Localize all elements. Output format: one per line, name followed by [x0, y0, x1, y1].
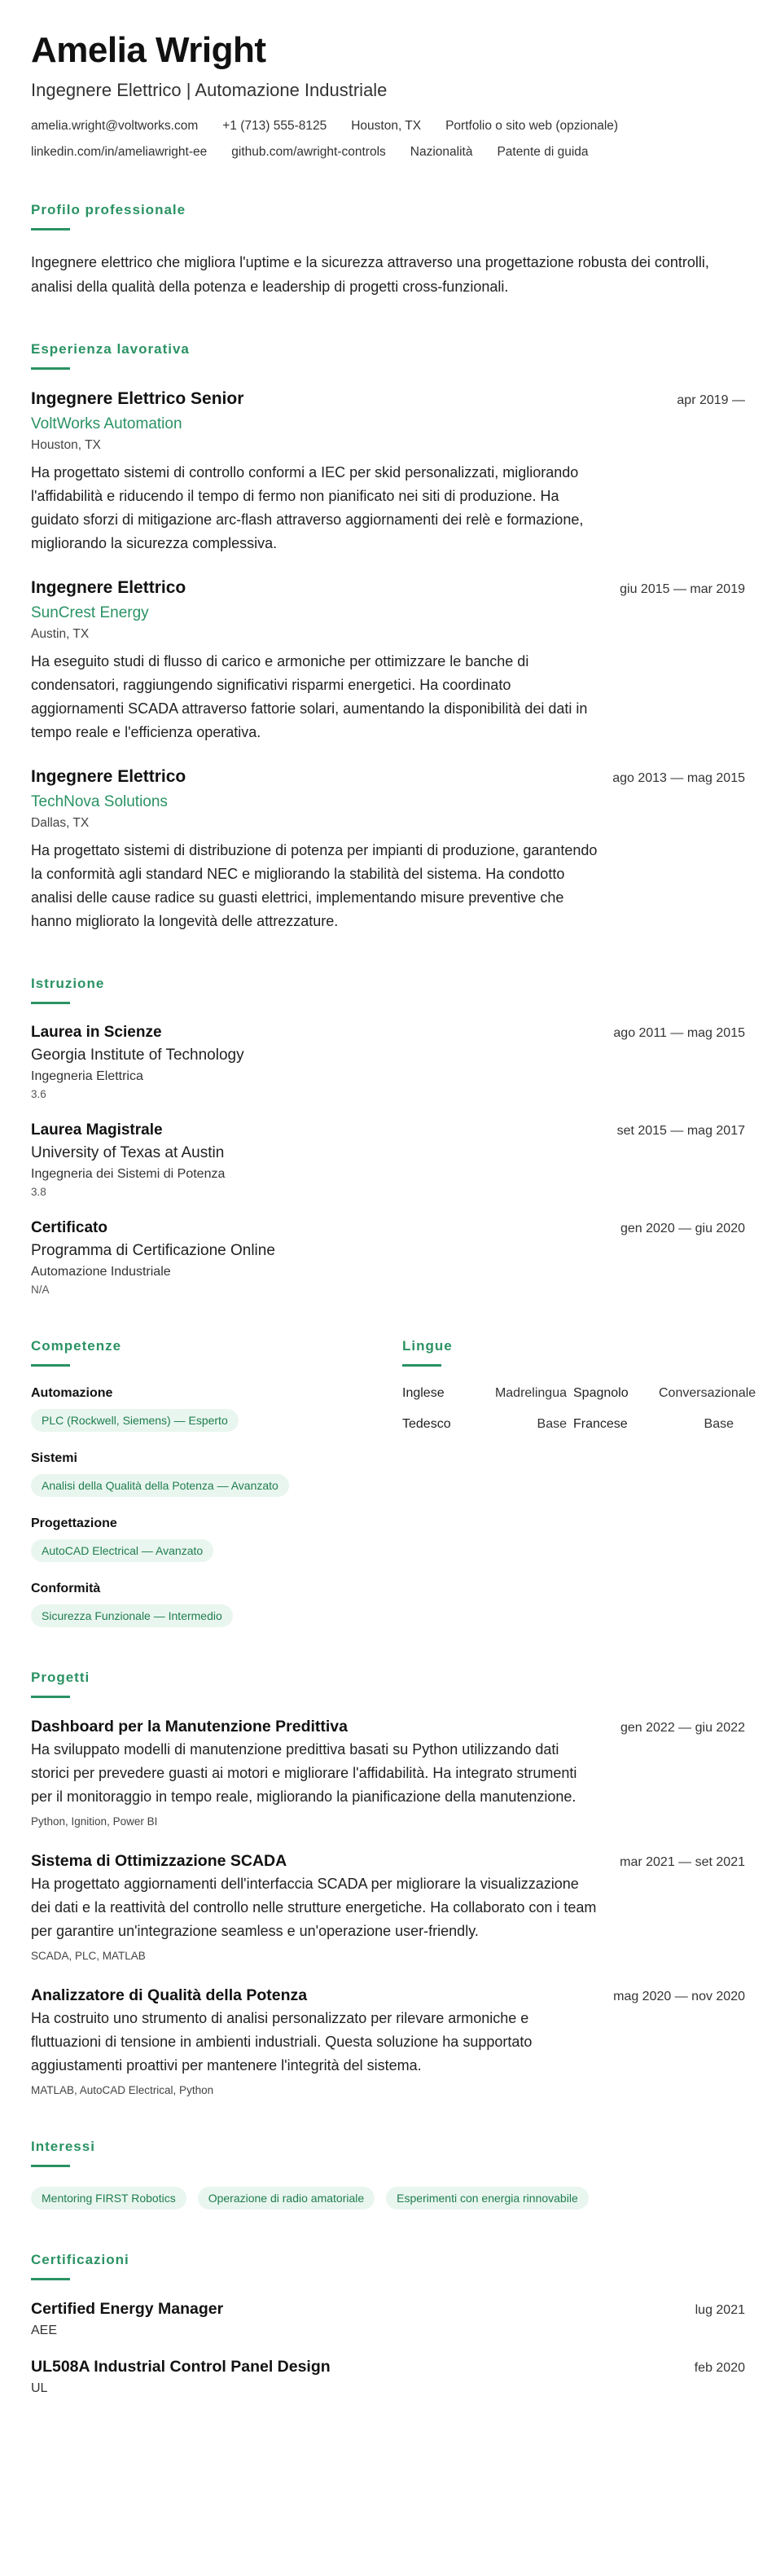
- education-section: [31, 976, 745, 1296]
- project-tech: MATLAB, AutoCAD Electrical, Python: [31, 2084, 214, 2096]
- projects-section: [31, 1670, 745, 2096]
- summary-text: Ingegnere elettrico che migliora l'uptime e la sicurezza attraverso una progettazione robusta dei controlli, analisi della qualità della potenza e leadership di progetti cross-funzionali.: [31, 254, 709, 295]
- field-of-study: Ingegneria dei Sistemi di Potenza: [31, 1167, 226, 1181]
- certification-issuer: AEE: [31, 2324, 58, 2337]
- skill-category: Conformità: [31, 1582, 101, 1595]
- language-name: Tedesco: [402, 1417, 451, 1431]
- driving-license: Patente di guida: [497, 145, 589, 159]
- project-item: [31, 1852, 745, 1962]
- job-description: Ha progettato sistemi di distribuzione di potenza per impianti di produzione, garantendo la conformità agli standard NEC e migliorando la stabilità del sistema. Ha condotto analisi delle cause radice su guasti elettrici, implementando misure preventive che hanno migliorato la longevità delle attrezzature.: [31, 842, 598, 929]
- section-divider: [31, 228, 70, 230]
- skill-category: Sistemi: [31, 1451, 77, 1465]
- project-title: Sistema di Ottimizzazione SCADA: [31, 1852, 287, 1870]
- project-description: Ha costruito uno strumento di analisi personalizzato per rilevare armoniche e fluttuazioni di tensione in ambienti industriali. Questa soluzione ha supportato aggiustamenti proattivi per mantenere l'integrità del sistema.: [31, 2010, 533, 2074]
- skill-category: Progettazione: [31, 1516, 117, 1530]
- skill-chip: AutoCAD Electrical — Avanzato: [31, 1539, 213, 1562]
- skill-chip: PLC (Rockwell, Siemens) — Esperto: [31, 1409, 239, 1432]
- section-title: Lingue: [402, 1338, 453, 1354]
- education-item: [31, 1219, 745, 1296]
- portfolio-link[interactable]: Portfolio o sito web (opzionale): [445, 119, 619, 133]
- skills-languages-row: [31, 1338, 756, 1627]
- section-divider: [402, 1364, 441, 1367]
- language-level: Conversazionale: [659, 1386, 756, 1400]
- skill-chip: Analisi della Qualità della Potenza — Avanzato: [31, 1474, 289, 1497]
- education-item: [31, 1121, 745, 1198]
- interest-chip: Esperimenti con energia rinnovabile: [386, 2187, 589, 2210]
- job-dates: ago 2013 — mag 2015: [612, 771, 745, 785]
- job-title: Ingegnere Elettrico Senior: [31, 389, 244, 408]
- certification-name: UL508A Industrial Control Panel Design: [31, 2358, 331, 2376]
- company-name: TechNova Solutions: [31, 793, 168, 810]
- job-title: Ingegnere Elettrico: [31, 578, 186, 597]
- project-tech: SCADA, PLC, MATLAB: [31, 1950, 146, 1962]
- certification-item: [31, 2300, 745, 2338]
- resume-header: [31, 29, 745, 160]
- language-name: Inglese: [402, 1386, 445, 1400]
- section-title: Esperienza lavorativa: [31, 341, 190, 357]
- github-link[interactable]: github.com/awright-controls: [231, 145, 386, 159]
- project-dates: gen 2022 — giu 2022: [620, 1721, 745, 1735]
- skill-category: Automazione: [31, 1386, 113, 1400]
- email-link[interactable]: amelia.wright@voltworks.com: [31, 119, 199, 133]
- phone-link[interactable]: +1 (713) 555-8125: [222, 119, 327, 133]
- section-divider: [31, 1364, 70, 1367]
- language-name: Francese: [573, 1417, 628, 1431]
- job-location: Houston, TX: [31, 438, 101, 452]
- candidate-name: Amelia Wright: [31, 30, 266, 70]
- section-title: Competenze: [31, 1338, 122, 1354]
- degree: Certificato: [31, 1219, 107, 1236]
- project-description: Ha progettato aggiornamenti dell'interfaccia SCADA per migliorare la visualizzazione dei dati e la reattività del controllo nelle strutture energetiche. Ha collaborato con i team per garantire un'integrazione seamless e un'operazione user-friendly.: [31, 1876, 597, 1939]
- language-level: Base: [537, 1417, 567, 1431]
- certification-date: lug 2021: [695, 2303, 745, 2317]
- language-level: Madrelingua: [494, 1386, 567, 1400]
- section-divider: [31, 1696, 70, 1698]
- gpa: N/A: [31, 1284, 50, 1296]
- job-location: Austin, TX: [31, 627, 90, 641]
- education-dates: set 2015 — mag 2017: [616, 1124, 745, 1138]
- experience-item: [31, 767, 745, 933]
- gpa: 3.6: [31, 1088, 46, 1100]
- interests-section: [31, 2139, 745, 2210]
- company-name: SunCrest Energy: [31, 604, 149, 621]
- skill-chip: Sicurezza Funzionale — Intermedio: [31, 1604, 233, 1627]
- skill-group: [31, 1582, 402, 1627]
- languages-section: [402, 1338, 756, 1627]
- language-name: Spagnolo: [573, 1386, 629, 1400]
- certification-name: Certified Energy Manager: [31, 2300, 224, 2318]
- job-location: Dallas, TX: [31, 816, 90, 830]
- section-divider: [31, 2278, 70, 2280]
- experience-item: [31, 578, 745, 744]
- project-tech: Python, Ignition, Power BI: [31, 1815, 158, 1828]
- location: Houston, TX: [351, 119, 422, 133]
- gpa: 3.8: [31, 1186, 46, 1198]
- project-title: Analizzatore di Qualità della Potenza: [31, 1986, 308, 2004]
- school-name: University of Texas at Austin: [31, 1144, 225, 1161]
- section-title: Profilo professionale: [31, 202, 186, 217]
- interest-list: [31, 2187, 745, 2210]
- project-title: Dashboard per la Manutenzione Predittiva: [31, 1718, 348, 1736]
- school-name: Programma di Certificazione Online: [31, 1242, 275, 1259]
- job-dates: apr 2019 —: [677, 393, 745, 407]
- certification-issuer: UL: [31, 2381, 48, 2395]
- project-dates: mag 2020 — nov 2020: [613, 1990, 745, 2003]
- job-description: Ha eseguito studi di flusso di carico e armoniche per ottimizzare le banche di condensatori, raggiungendo significativi risparmi energetici. Ha coordinato aggiornamenti SCADA attraverso fattorie solari, aumentando la disponibilità dei dati in tempo reale e l'efficienza operativa.: [31, 653, 588, 740]
- project-description: Ha sviluppato modelli di manutenzione predittiva basati su Python utilizzando dati storici per prevedere guasti ai motori e migliorare l'affidabilità. Ha integrato strumenti per il monitoraggio in tempo reale, migliorando la pianificazione della manutenzione.: [31, 1741, 577, 1805]
- section-divider: [31, 1002, 70, 1004]
- interest-chip: Mentoring FIRST Robotics: [31, 2187, 186, 2210]
- school-name: Georgia Institute of Technology: [31, 1047, 244, 1064]
- job-description: Ha progettato sistemi di controllo conformi a IEC per skid personalizzati, migliorando l'affidabilità e riducendo il tempo di fermo non pianificato nei siti di produzione. Ha guidato sforzi di mitigazione arc-flash attraverso aggiornamenti dei relè e formazione, migliorando la sicurezza complessiva.: [31, 464, 584, 551]
- project-item: [31, 1986, 745, 2096]
- field-of-study: Automazione Industriale: [31, 1265, 171, 1279]
- education-dates: ago 2011 — mag 2015: [613, 1026, 745, 1040]
- skills-section: [31, 1338, 402, 1627]
- experience-section: [31, 341, 745, 933]
- skill-group: [31, 1451, 402, 1497]
- job-dates: giu 2015 — mar 2019: [620, 582, 745, 596]
- degree: Laurea in Scienze: [31, 1024, 162, 1041]
- education-item: [31, 1024, 745, 1100]
- section-divider: [31, 367, 70, 370]
- company-name: VoltWorks Automation: [31, 415, 182, 432]
- section-title: Progetti: [31, 1670, 90, 1685]
- certifications-section: [31, 2252, 745, 2396]
- education-dates: gen 2020 — giu 2020: [620, 1222, 745, 1235]
- language-list: [402, 1386, 756, 1432]
- section-title: Istruzione: [31, 976, 105, 991]
- section-title: Interessi: [31, 2139, 95, 2154]
- job-title: Ingegnere Elettrico: [31, 767, 186, 786]
- experience-item: [31, 389, 745, 555]
- section-title: Certificazioni: [31, 2252, 129, 2267]
- interest-chip: Operazione di radio amatoriale: [198, 2187, 375, 2210]
- project-item: [31, 1718, 745, 1828]
- project-dates: mar 2021 — set 2021: [620, 1855, 745, 1869]
- field-of-study: Ingegneria Elettrica: [31, 1069, 143, 1083]
- summary-section: [31, 202, 745, 299]
- skill-group: [31, 1516, 402, 1562]
- certification-item: [31, 2358, 745, 2396]
- degree: Laurea Magistrale: [31, 1121, 163, 1139]
- skill-group: [31, 1386, 402, 1432]
- headline: Ingegnere Elettrico | Automazione Industriale: [31, 80, 388, 100]
- nationality: Nazionalità: [410, 145, 473, 159]
- section-divider: [31, 2165, 70, 2167]
- linkedin-link[interactable]: linkedin.com/in/ameliawright-ee: [31, 145, 208, 159]
- certification-date: feb 2020: [694, 2361, 745, 2375]
- language-level: Base: [704, 1417, 734, 1431]
- contact-list: [31, 119, 745, 160]
